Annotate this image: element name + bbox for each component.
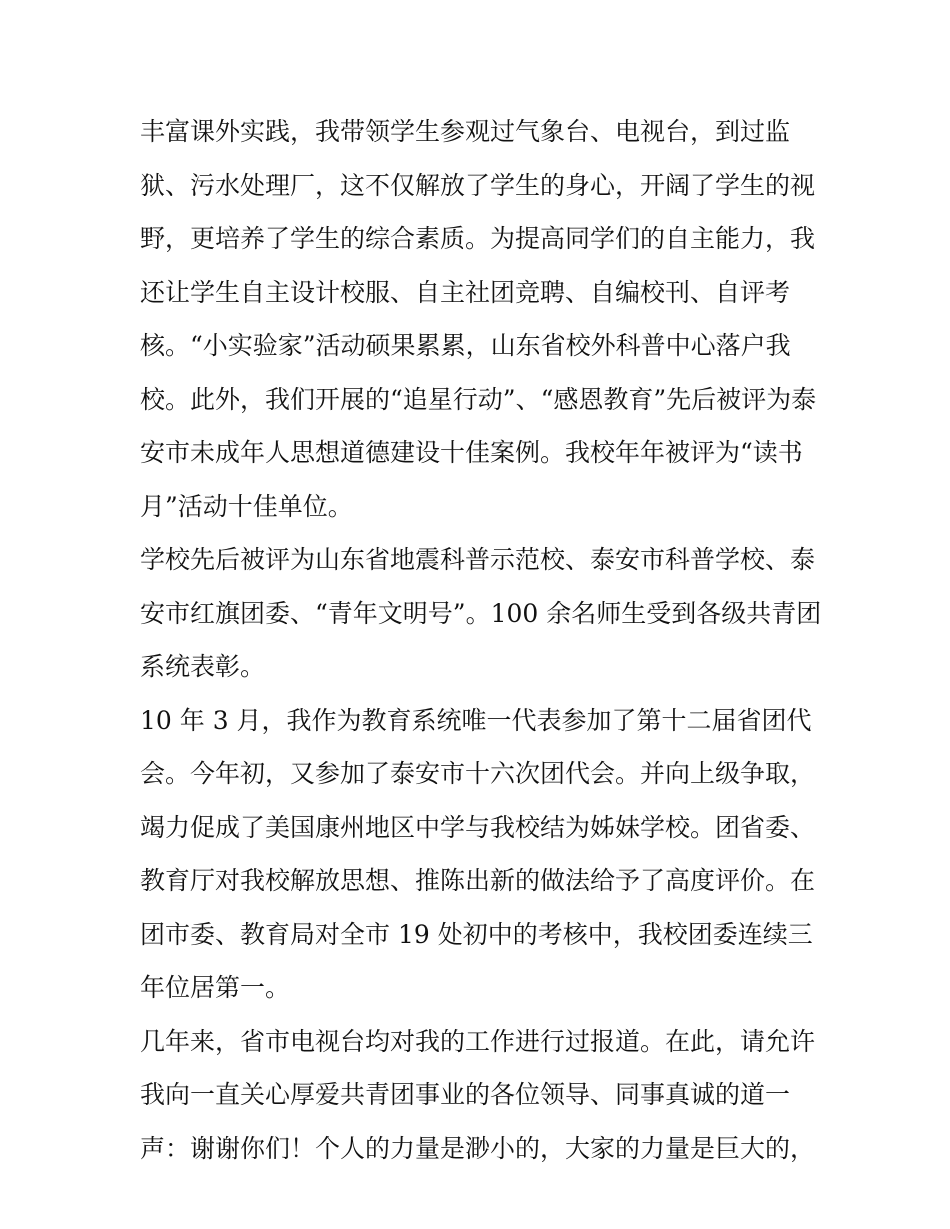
text-line: 野，更培养了学生的综合素质。为提高同学们的自主能力，我	[140, 224, 816, 253]
text-line: 安市未成年人思想道德建设十佳案例。我校年年被评为“读书	[140, 438, 803, 467]
text-line: 月”活动十佳单位。	[140, 491, 353, 521]
text-line: 核。“小实验家”活动硕果累累，山东省校外科普中心落户我	[140, 331, 791, 360]
body-text	[140, 105, 820, 1175]
text-line: 安市红旗团委、“青年文明号”。100 余名师生受到各级共青团	[140, 598, 822, 628]
text-line: 还让学生自主设计校服、自主社团竞聘、自编校刊、自评考	[140, 277, 791, 307]
text-line: 团市委、教育局对全市 19 处初中的考核中，我校团委连续三	[140, 919, 813, 949]
text-line: 教育厅对我校解放思想、推陈出新的做法给予了高度评价。在	[140, 866, 816, 895]
text-line: 我向一直关心厚爱共青团事业的各位领导、同事真诚的道一	[140, 1080, 791, 1109]
text-line: 几年来，省市电视台均对我的工作进行过报道。在此，请允许	[140, 1026, 816, 1056]
text-line: 10 年 3 月，我作为教育系统唯一代表参加了第十二届省团代	[140, 705, 812, 735]
text-line: 竭力促成了美国康州地区中学与我校结为姊妹学校。团省委、	[140, 812, 816, 842]
text-line: 系统表彰。	[140, 652, 266, 681]
text-line: 声：谢谢你们！个人的力量是渺小的，大家的力量是巨大的，	[140, 1133, 816, 1163]
text-line: 年位居第一。	[140, 973, 291, 1002]
text-line: 狱、污水处理厂，这不仅解放了学生的身心，开阔了学生的视	[140, 170, 816, 200]
text-line: 学校先后被评为山东省地震科普示范校、泰安市科普学校、泰	[140, 545, 816, 574]
text-line: 会。今年初，又参加了泰安市十六次团代会。并向上级争取，	[140, 759, 816, 788]
text-line: 丰富课外实践，我带领学生参观过气象台、电视台，到过监	[140, 117, 791, 146]
text-line: 校。此外，我们开展的“追星行动”、“感恩教育”先后被评为泰	[140, 384, 817, 414]
